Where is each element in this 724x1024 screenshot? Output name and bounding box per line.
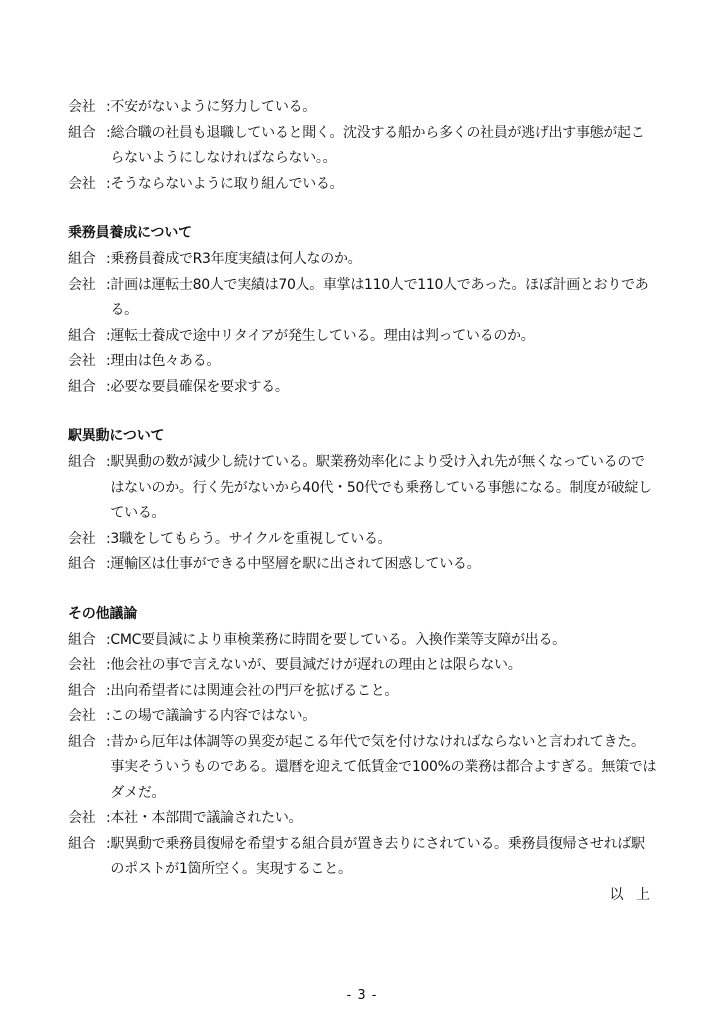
dialogue-text: 出向希望者には関連会社の門戸を拡げること。 — [110, 682, 399, 699]
speaker-label: 組合 — [68, 556, 96, 572]
dialogue-text: 本社・本部間で議論されたい。 — [110, 810, 303, 826]
speaker-colon: : — [106, 327, 111, 344]
dialogue-line — [68, 95, 658, 121]
dialogue-line — [68, 247, 658, 273]
speaker-colon: : — [106, 682, 111, 699]
speaker-label: 組合 — [68, 251, 96, 267]
section-heading: その他議論 — [68, 605, 137, 622]
speaker-label: 会社 — [68, 657, 96, 673]
dialogue-line — [68, 552, 658, 578]
speaker-label: 組合 — [68, 631, 96, 648]
section-heading: 駅異動について — [68, 428, 165, 444]
page-number: - 3 - — [346, 988, 378, 1003]
dialogue-text: 乗務員養成でR3年度実績は何人なのか。 — [110, 251, 362, 267]
dialogue-text: 他会社の事で言えないが、要員減だけが遅れの理由とは限らない。 — [110, 657, 522, 673]
dialogue-text: 総合職の社員も退職していると聞く。沈没する船から多くの社員が逃げ出す事態が起こらないようにしなければならない。。 — [110, 124, 645, 166]
dialogue-line — [68, 730, 658, 807]
intro-exchange — [68, 95, 658, 197]
speaker-colon: : — [106, 378, 111, 395]
dialogue-line — [68, 349, 658, 375]
speaker-colon: : — [106, 708, 111, 724]
closing-mark: 以 上 — [609, 886, 650, 903]
dialogue-line — [68, 806, 658, 832]
speaker-label: 会社 — [68, 99, 96, 115]
speaker-label: 組合 — [68, 327, 96, 344]
section-heading: 乗務員養成について — [68, 225, 192, 241]
dialogue-line — [68, 628, 658, 654]
speaker-colon: : — [106, 835, 111, 852]
dialogue-text: 運転士養成で途中リタイアが発生している。理由は判っているのか。 — [110, 327, 535, 344]
speaker-label: 組合 — [68, 835, 96, 852]
dialogue-line — [68, 679, 658, 705]
document-body — [68, 95, 658, 908]
dialogue-text: 運輸区は仕事ができる中堅層を駅に出されて困惑している。 — [110, 556, 481, 572]
dialogue-line — [68, 450, 658, 527]
dialogue-line — [68, 832, 658, 883]
dialogue-text: CMC要員減により車検業務に時間を要している。入換作業等支障が出る。 — [110, 631, 566, 648]
dialogue-line — [68, 273, 658, 324]
speaker-label: 会社 — [68, 276, 96, 293]
dialogue-text: 昔から厄年は体調等の異変が起こる年代で気を付けなければならないと言われてきた。事実そういうものである。還暦を迎えて低賃金で100%の業務は都合よすぎる。無策ではダメだ。 — [110, 733, 657, 801]
speaker-colon: : — [106, 99, 111, 115]
dialogue-line — [68, 172, 658, 198]
section-crew-training — [68, 221, 658, 400]
dialogue-text: 必要な要員確保を要求する。 — [110, 378, 289, 395]
speaker-colon: : — [106, 556, 111, 572]
section-spacer — [68, 578, 658, 602]
dialogue-line — [68, 653, 658, 679]
dialogue-text: 駅異動で乗務員復帰を希望する組合員が置き去りにされている。乗務員復帰させれば駅のポストが1箇所空く。実現すること。 — [110, 835, 645, 877]
speaker-colon: : — [106, 276, 111, 293]
speaker-label: 組合 — [68, 124, 96, 141]
section-other-discussion — [68, 602, 658, 883]
speaker-label: 組合 — [68, 733, 96, 750]
speaker-label: 会社 — [68, 175, 96, 192]
dialogue-text: そうならないように取り組んでいる。 — [110, 175, 344, 192]
dialogue-text: 計画は運転士80人で実績は70人。車掌は110人で110人であった。ほぼ計画とおりである。 — [110, 276, 649, 318]
speaker-colon: : — [106, 631, 111, 648]
section-station-transfer — [68, 424, 658, 578]
speaker-colon: : — [106, 657, 111, 673]
speaker-colon: : — [106, 733, 111, 750]
speaker-colon: : — [106, 124, 111, 141]
dialogue-text: 駅異動の数が減少し続けている。駅業務効率化により受け入れ先が無くなっているのではないのか。行く先がないから40代・50代でも乗務している事態になる。制度が破綻している。 — [110, 454, 652, 521]
speaker-colon: : — [106, 530, 111, 547]
section-spacer — [68, 400, 658, 424]
speaker-label: 組合 — [68, 682, 96, 699]
section-spacer — [68, 197, 658, 221]
dialogue-text: 不安がないように努力している。 — [110, 99, 316, 115]
dialogue-line — [68, 324, 658, 350]
speaker-colon: : — [106, 175, 111, 192]
speaker-label: 会社 — [68, 353, 96, 369]
speaker-label: 組合 — [68, 454, 96, 470]
speaker-colon: : — [106, 810, 111, 826]
dialogue-text: この場で議論する内容ではない。 — [110, 708, 316, 724]
speaker-label: 会社 — [68, 810, 96, 826]
dialogue-line — [68, 527, 658, 553]
dialogue-line — [68, 121, 658, 172]
speaker-colon: : — [106, 454, 111, 470]
speaker-label: 組合 — [68, 378, 96, 395]
dialogue-text: 3職をしてもらう。サイクルを重視している。 — [110, 530, 392, 547]
speaker-label: 会社 — [68, 530, 96, 547]
speaker-label: 会社 — [68, 708, 96, 724]
speaker-colon: : — [106, 251, 111, 267]
dialogue-line — [68, 704, 658, 730]
dialogue-line — [68, 375, 658, 401]
dialogue-text: 理由は色々ある。 — [110, 353, 221, 369]
speaker-colon: : — [106, 353, 111, 369]
